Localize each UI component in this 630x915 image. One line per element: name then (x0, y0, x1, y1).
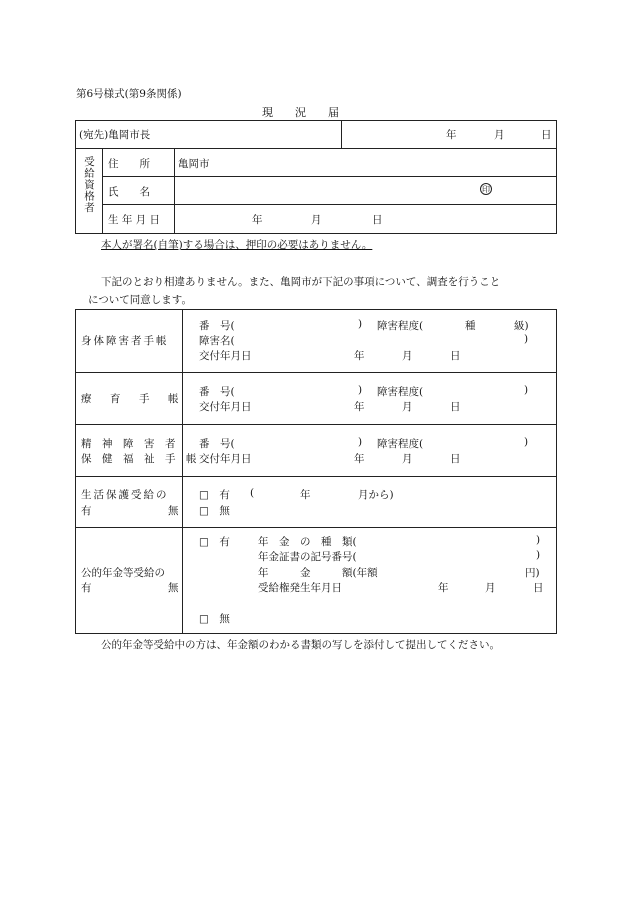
signature-note: 本人が署名(自筆)する場合は、押印の必要はありません。 (101, 239, 373, 251)
mental-number-close: ) (358, 436, 363, 448)
mental-month: 月 (402, 453, 413, 465)
mental-number: 番 号( (199, 438, 235, 450)
ryoiku-number: 番 号( (199, 386, 235, 398)
welfare-paren-open: ( (250, 487, 255, 499)
pension-yes-checkbox[interactable]: □ 有 (199, 536, 230, 548)
mental-label-line-2: 保 健 福 祉 手 帳 (81, 453, 197, 465)
welfare-year: 年 (300, 489, 311, 501)
dob-month: 月 (311, 214, 322, 226)
welfare-month-from: 月から) (358, 489, 394, 501)
address-label: 住 所 (108, 158, 150, 170)
pension-label-line-1: 公的年金等受給の (81, 567, 165, 579)
physical-disability-close: ) (524, 333, 529, 345)
addressee-month: 月 (494, 129, 505, 141)
form-number: 第6号様式(第9条関係) (76, 88, 182, 100)
welfare-label-left: 有 (81, 505, 92, 517)
pension-label-right: 無 (168, 582, 179, 594)
physical-day: 日 (450, 350, 461, 362)
mental-degree: 障害程度( (377, 438, 424, 450)
physical-degree: 障害程度( (377, 320, 424, 332)
ryoiku-year: 年 (354, 401, 365, 413)
pension-amount: 年 金 額(年額 (258, 567, 378, 579)
ryoiku-label: 療 育 手 帳 (81, 393, 183, 405)
pension-amount-close: 円) (525, 567, 540, 579)
ryoiku-day: 日 (450, 401, 461, 413)
mental-issued: 交付年月日 (199, 453, 252, 465)
addressee-day: 日 (541, 129, 552, 141)
form-title: 現 況 届 (262, 106, 339, 119)
pension-right-date: 受給権発生年月日 (258, 582, 342, 594)
physical-year: 年 (354, 350, 365, 362)
pension-type-close: ) (536, 534, 541, 546)
ryoiku-degree: 障害程度( (377, 386, 424, 398)
welfare-label-right: 無 (168, 505, 179, 517)
statement-line-1: 下記のとおり相違ありません。また、亀岡市が下記の事項について、調査を行うこと (101, 276, 501, 288)
dob-year: 年 (252, 214, 263, 226)
name-label: 氏 名 (108, 186, 150, 198)
seal-mark: 印 (482, 185, 490, 194)
pension-cert: 年金証書の記号番号( (258, 551, 357, 563)
mental-year: 年 (354, 453, 365, 465)
physical-month: 月 (402, 350, 413, 362)
recipient-group-label: 受給資格者 (83, 156, 95, 214)
welfare-no-checkbox[interactable]: □ 無 (199, 505, 230, 517)
physical-degree-shu: 種 (465, 320, 476, 332)
ryoiku-issued: 交付年月日 (199, 401, 252, 413)
pension-label-left: 有 (81, 582, 92, 594)
welfare-yes-checkbox[interactable]: □ 有 (199, 489, 230, 501)
mental-label-line-1: 精 神 障 害 者 (81, 438, 176, 450)
welfare-label-line-1: 生活保護受給の (81, 489, 169, 501)
ryoiku-degree-close: ) (524, 384, 529, 396)
addressee-label: (宛先)亀岡市長 (79, 129, 151, 141)
mental-degree-close: ) (524, 436, 529, 448)
physical-label: 身体障害者手帳 (81, 335, 169, 347)
ryoiku-number-close: ) (358, 384, 363, 396)
pension-month: 月 (485, 582, 496, 594)
physical-number-close: ) (358, 318, 363, 330)
physical-issued: 交付年月日 (199, 350, 252, 362)
statement-line-2: について同意します。 (88, 294, 192, 306)
ryoiku-month: 月 (402, 401, 413, 413)
mental-day: 日 (450, 453, 461, 465)
physical-degree-kyu: 級) (514, 320, 529, 332)
pension-day: 日 (533, 582, 544, 594)
physical-number: 番 号( (199, 320, 235, 332)
address-value[interactable]: 亀岡市 (178, 158, 210, 170)
pension-type: 年 金 の 種 類( (258, 536, 357, 548)
addressee-year: 年 (446, 129, 457, 141)
footer-note: 公的年金等受給中の方は、年金額のわかる書類の写しを添付して提出してください。 (101, 639, 500, 651)
pension-cert-close: ) (536, 549, 541, 561)
pension-year: 年 (438, 582, 449, 594)
pension-no-checkbox[interactable]: □ 無 (199, 613, 230, 625)
physical-disability-name: 障害名( (199, 335, 235, 347)
dob-label: 生 年 月 日 (108, 214, 161, 226)
dob-day: 日 (372, 214, 383, 226)
